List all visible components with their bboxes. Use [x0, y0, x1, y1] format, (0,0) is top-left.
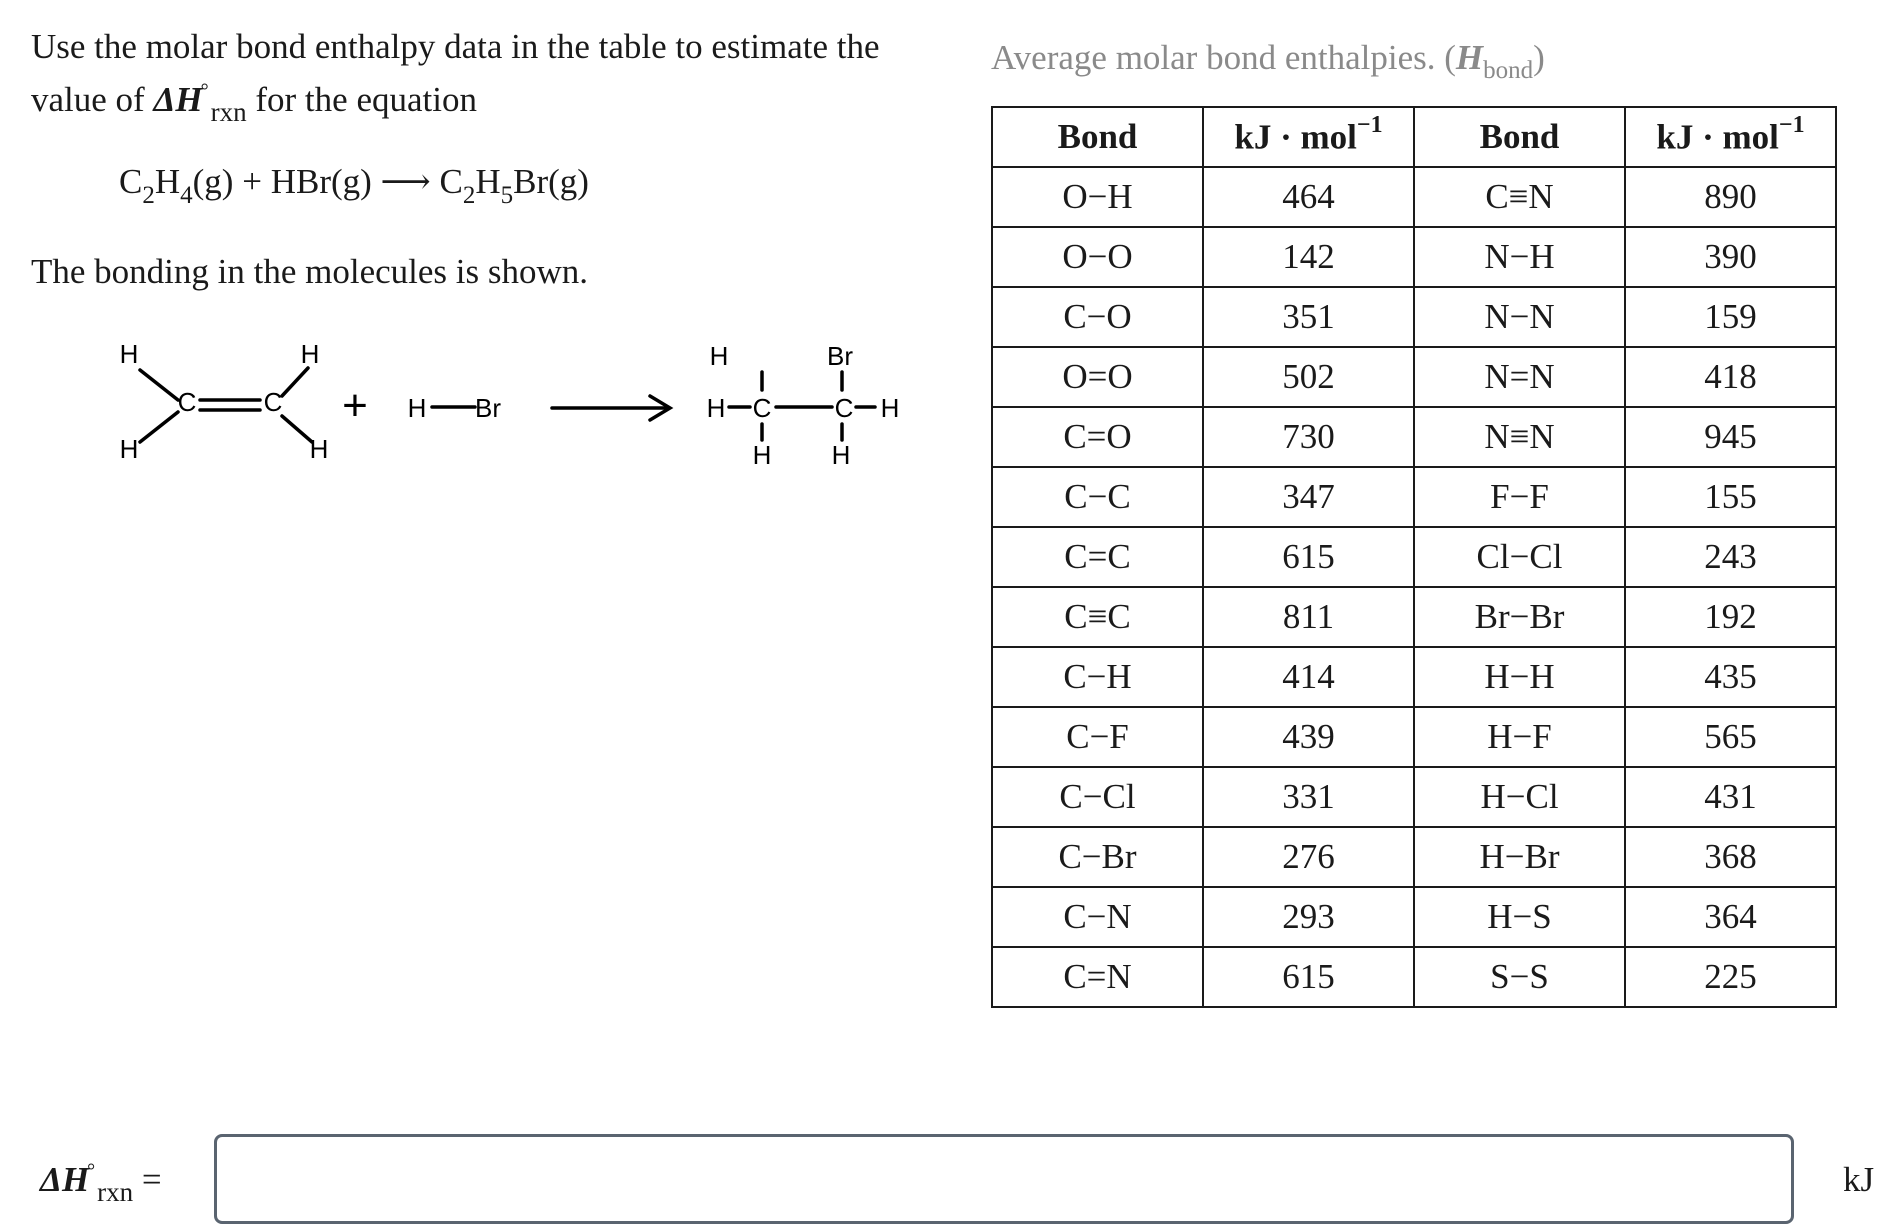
atom-c: C [263, 387, 283, 417]
atom-h: H [119, 434, 139, 464]
delta-h-symbol: ΔH [153, 80, 203, 119]
bond-cell: C−O [992, 287, 1203, 347]
bonding-description: The bonding in the molecules is shown. [31, 252, 589, 291]
bond-cell: H−Br [1414, 827, 1625, 887]
table-row [992, 167, 1836, 227]
atom-c: C [752, 393, 772, 423]
table-row [992, 887, 1836, 947]
enthalpy-cell: 192 [1625, 587, 1836, 647]
table-row [992, 587, 1836, 647]
bond-cell: Cl−Cl [1414, 527, 1625, 587]
bond-cell: C≡N [1414, 167, 1625, 227]
bond-cell: S−S [1414, 947, 1625, 1007]
bond-cell: N−H [1414, 227, 1625, 287]
enthalpy-cell: 439 [1203, 707, 1414, 767]
table-caption: Average molar bond enthalpies. $(H_{bond})$ [991, 38, 1545, 84]
enthalpy-cell: 890 [1625, 167, 1836, 227]
bond-cell: C−Cl [992, 767, 1203, 827]
bond-cell: Br−Br [1414, 587, 1625, 647]
question-line-1: Use the molar bond enthalpy data in the table to estimate the [31, 27, 880, 66]
table-row [992, 347, 1836, 407]
enthalpy-cell: 565 [1625, 707, 1836, 767]
question-text [31, 20, 931, 132]
enthalpy-cell: 364 [1625, 887, 1836, 947]
enthalpy-cell: 431 [1625, 767, 1836, 827]
header-bond: Bond [992, 107, 1203, 167]
atom-h: H [831, 440, 851, 470]
enthalpy-cell: 390 [1625, 227, 1836, 287]
bond-enthalpy-table [991, 106, 1837, 1008]
table-row [992, 287, 1836, 347]
question-line-2: value of $\Delta H^\circ_{rxn}$ for the equation [31, 80, 477, 127]
enthalpy-cell: 276 [1203, 827, 1414, 887]
enthalpy-cell: 351 [1203, 287, 1414, 347]
enthalpy-cell: 502 [1203, 347, 1414, 407]
bond-cell: C−H [992, 647, 1203, 707]
enthalpy-cell: 418 [1625, 347, 1836, 407]
header-energy: kJ · mol$^{-1}$ [1625, 107, 1836, 167]
header-bond: Bond [1414, 107, 1625, 167]
table-header-row [992, 107, 1836, 167]
bond-cell: C=C [992, 527, 1203, 587]
atom-c: C [834, 393, 854, 423]
bond-cell: O−H [992, 167, 1203, 227]
bond-cell: C−N [992, 887, 1203, 947]
answer-label: $\Delta H^\circ_{rxn}$ = [40, 1160, 162, 1207]
bond-cell: N−N [1414, 287, 1625, 347]
answer-unit: kJ [1843, 1160, 1875, 1199]
atom-br: Br [827, 341, 853, 371]
bond-cell: O=O [992, 347, 1203, 407]
enthalpy-cell: 414 [1203, 647, 1414, 707]
atom-br: Br [475, 393, 501, 423]
enthalpy-cell: 347 [1203, 467, 1414, 527]
bond-cell: H−Cl [1414, 767, 1625, 827]
enthalpy-cell: 615 [1203, 947, 1414, 1007]
table-row [992, 527, 1836, 587]
chemical-equation: $C_2H_4(g) + HBr(g)$ ⟶ $C_2H_5Br(g)$ [119, 162, 589, 209]
bond-cell: H−S [1414, 887, 1625, 947]
atom-h: H [880, 393, 900, 423]
enthalpy-cell: 811 [1203, 587, 1414, 647]
enthalpy-cell: 225 [1625, 947, 1836, 1007]
structural-formulas [110, 330, 960, 480]
table-row [992, 827, 1836, 887]
atom-h: H [752, 440, 772, 470]
enthalpy-cell: 368 [1625, 827, 1836, 887]
bond-cell: C−F [992, 707, 1203, 767]
enthalpy-cell: 331 [1203, 767, 1414, 827]
table-row [992, 467, 1836, 527]
table-row [992, 407, 1836, 467]
enthalpy-cell: 293 [1203, 887, 1414, 947]
table-row [992, 647, 1836, 707]
bond-cell: F−F [1414, 467, 1625, 527]
bond-cell: N=N [1414, 347, 1625, 407]
enthalpy-cell: 464 [1203, 167, 1414, 227]
bond-cell: O−O [992, 227, 1203, 287]
table-row [992, 947, 1836, 1007]
bond-cell: N≡N [1414, 407, 1625, 467]
header-energy: kJ · mol$^{-1}$ [1203, 107, 1414, 167]
atom-h: H [706, 393, 726, 423]
enthalpy-cell: 243 [1625, 527, 1836, 587]
atom-h: H [300, 339, 320, 369]
atom-c: C [177, 387, 197, 417]
atom-h: H [309, 434, 329, 464]
table-row [992, 767, 1836, 827]
bond-cell: H−H [1414, 647, 1625, 707]
enthalpy-cell: 159 [1625, 287, 1836, 347]
enthalpy-cell: 730 [1203, 407, 1414, 467]
bond-cell: C=N [992, 947, 1203, 1007]
bond-cell: C−C [992, 467, 1203, 527]
bond-cell: H−F [1414, 707, 1625, 767]
enthalpy-cell: 142 [1203, 227, 1414, 287]
atom-h: H [407, 393, 427, 423]
enthalpy-cell: 435 [1625, 647, 1836, 707]
table-row [992, 707, 1836, 767]
table-row [992, 227, 1836, 287]
enthalpy-cell: 945 [1625, 407, 1836, 467]
plus-sign: + [342, 381, 368, 430]
atom-h: H [119, 339, 139, 369]
enthalpy-cell: 615 [1203, 527, 1414, 587]
enthalpy-cell: 155 [1625, 467, 1836, 527]
answer-input[interactable] [214, 1134, 1794, 1224]
bond-cell: C≡C [992, 587, 1203, 647]
bond-cell: C=O [992, 407, 1203, 467]
bond-cell: C−Br [992, 827, 1203, 887]
atom-h: H [709, 341, 729, 371]
